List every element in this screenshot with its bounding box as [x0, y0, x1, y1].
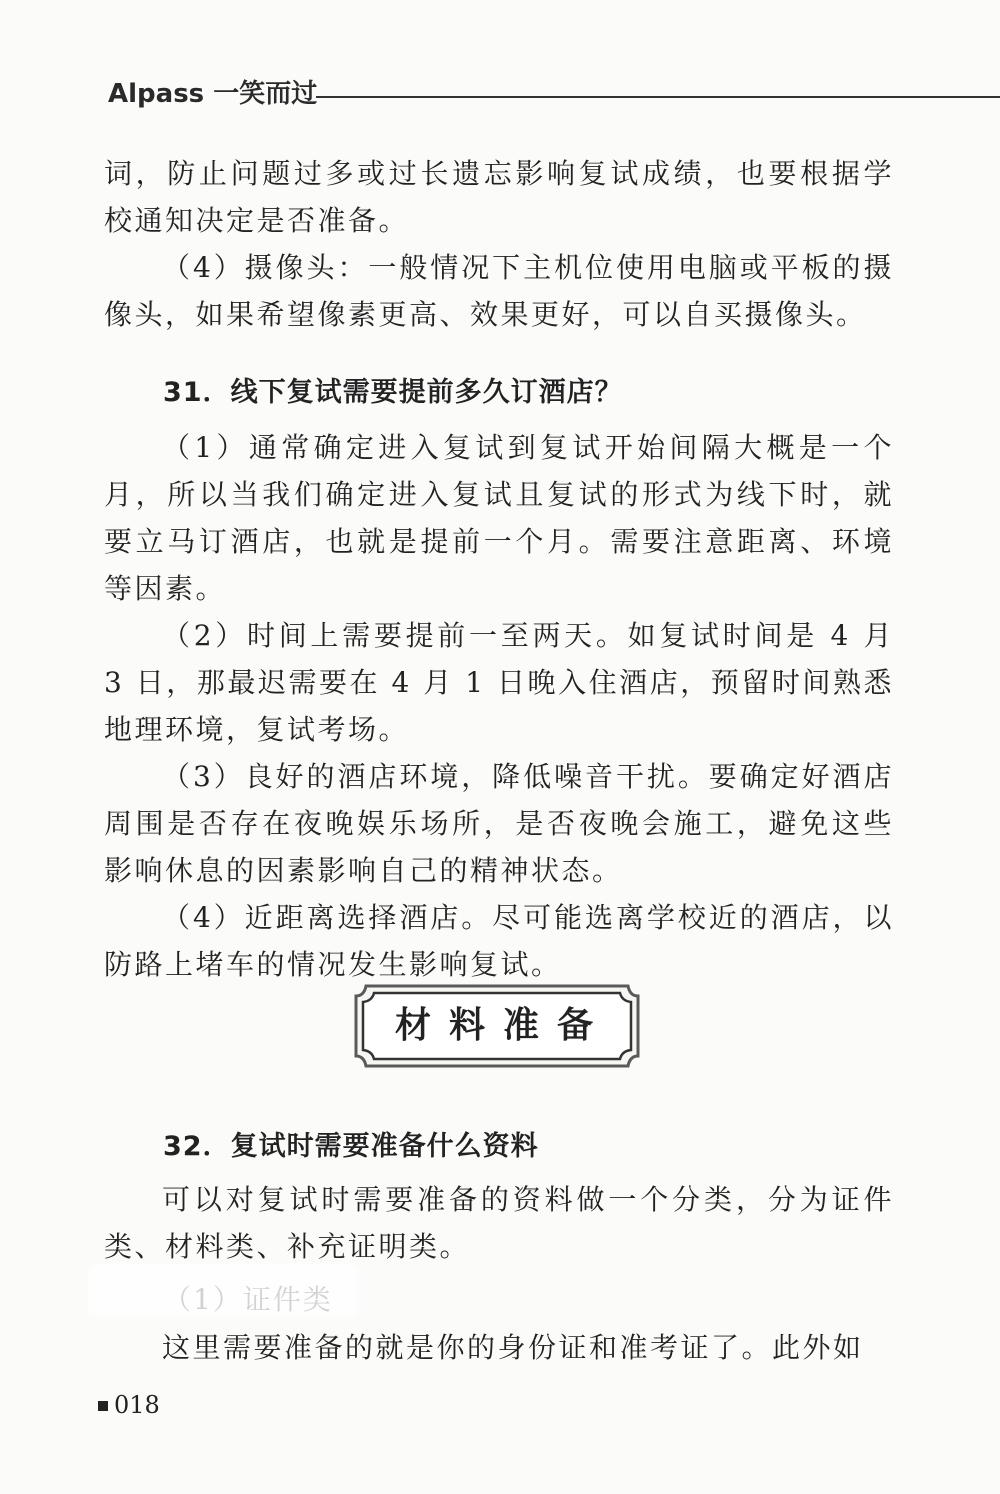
page-number: [98, 1390, 160, 1420]
scan-smudge: [88, 1264, 358, 1316]
header-brand: Alpass 一笑而过: [108, 79, 318, 109]
body-paragraph: 可以对复试时需要准备的资料做一个分类，分为证件类、材料类、补充证明类。: [104, 1183, 894, 1263]
answer-item: （4）近距离选择酒店。尽可能选离学校近的酒店，以防路上堵车的情况发生影响复试。: [104, 901, 894, 981]
body-paragraph: （4）摄像头：一般情况下主机位使用电脑或平板的摄像头，如果希望像素更高、效果更好，可以自买摄像头。: [104, 251, 894, 331]
page-number-marker: [98, 1401, 108, 1411]
question-heading: 31．线下复试需要提前多久订酒店？: [163, 377, 623, 408]
top-text-block: [104, 150, 894, 338]
page-number-text: 018: [114, 1391, 160, 1419]
section-title: 材料准备: [394, 1005, 611, 1046]
question-heading: 32．复试时需要准备什么资料: [163, 1131, 539, 1162]
q32-intro-block: [104, 1176, 894, 1270]
q32-sub-text-block: [104, 1324, 894, 1371]
answer-item: （3）良好的酒店环境，降低噪音干扰。要确定好酒店周围是否存在夜晚娱乐场所，是否夜晚会施工，避免这些影响休息的因素影响自己的精神状态。: [104, 760, 894, 887]
answer-item: （1）通常确定进入复试到复试开始间隔大概是一个月，所以当我们确定进入复试且复试的形式为线下时，就要立马订酒店，也就是提前一个月。需要注意距离、环境等因素。: [104, 431, 894, 605]
body-paragraph: 这里需要准备的就是你的身份证和准考证了。此外如: [162, 1331, 864, 1364]
answer-item: （2）时间上需要提前一至两天。如复试时间是 4 月 3 日，那最迟需要在 4 月 1 日晚入住酒店，预留时间熟悉地理环境，复试考场。: [104, 619, 894, 746]
body-paragraph: 词，防止问题过多或过长遗忘影响复试成绩，也要根据学校通知决定是否准备。: [104, 157, 894, 237]
section-banner: [352, 982, 642, 1070]
q31-answer-block: [104, 424, 894, 988]
running-header: [108, 74, 1000, 114]
header-rule: [316, 96, 1000, 98]
